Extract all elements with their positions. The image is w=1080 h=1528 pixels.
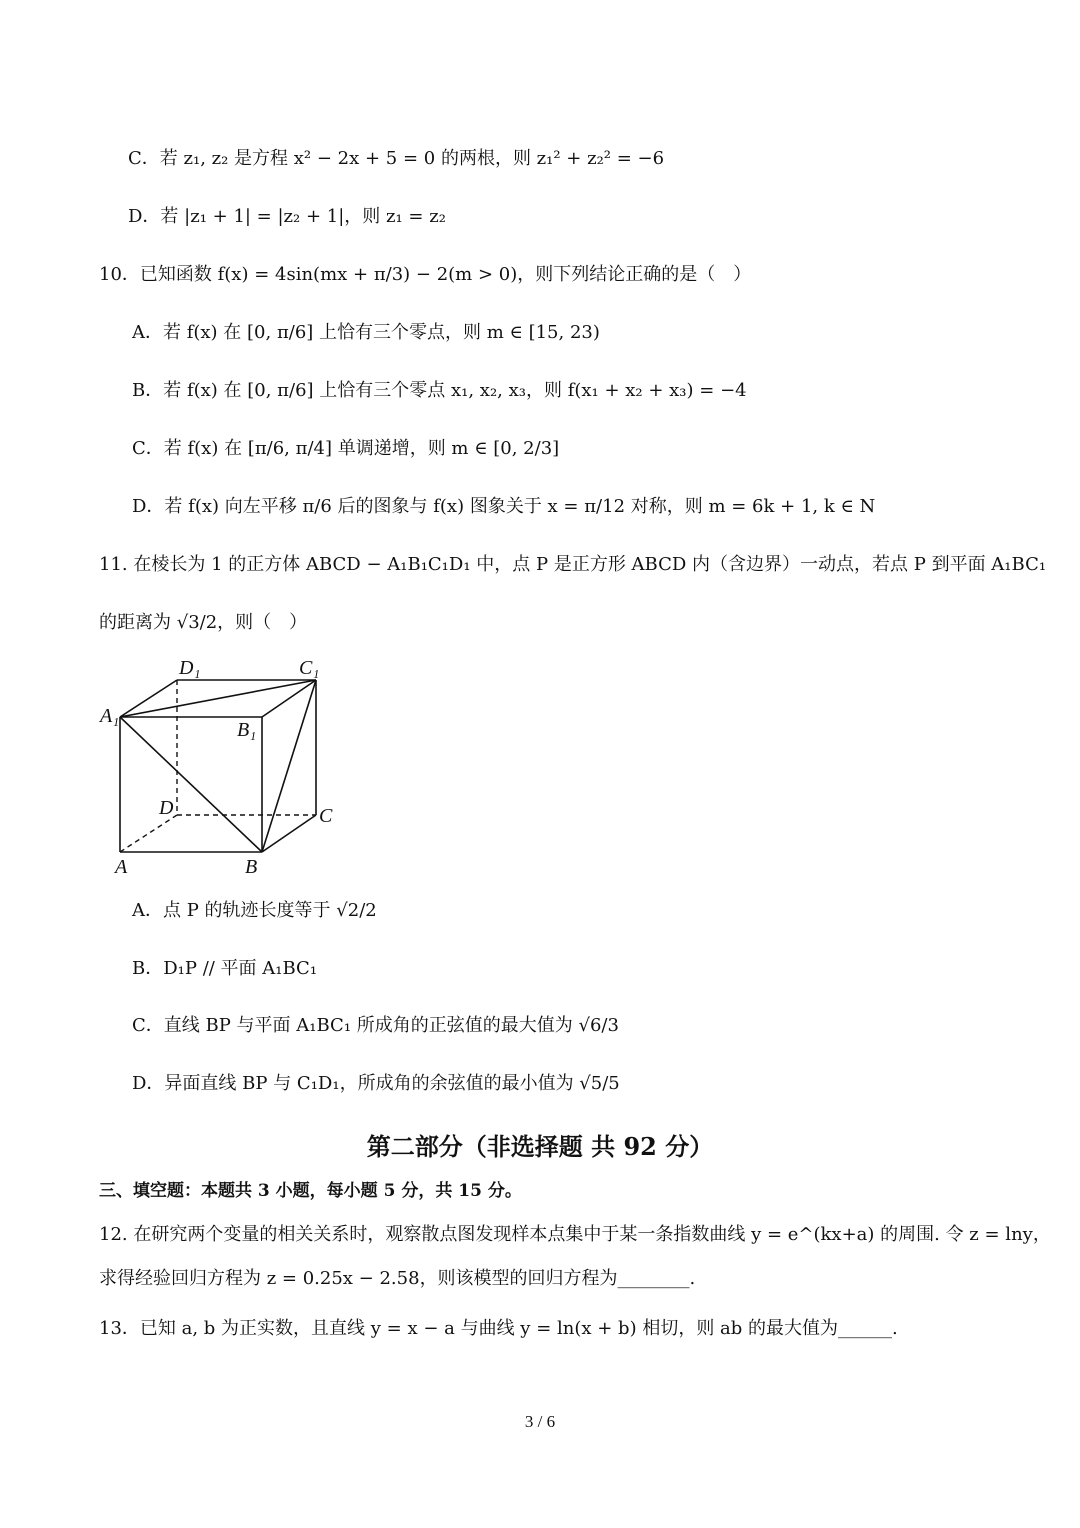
label-C1: C₁	[299, 657, 320, 679]
option-10c: C．若 f(x) 在 [π/6, π/4] 单调递增，则 m ∈ [0, 2/3]	[132, 438, 560, 459]
option-10d: D．若 f(x) 向左平移 π/6 后的图象与 f(x) 图象关于 x = π/12 对称，则 m = 6k + 1, k ∈ N	[132, 496, 876, 517]
label-D: D	[159, 797, 174, 819]
option-11d: D．异面直线 BP 与 C₁D₁，所成角的余弦值的最小值为 √5/5	[132, 1073, 620, 1094]
label-D1: D₁	[179, 657, 201, 679]
label-C: C	[319, 805, 333, 827]
part-3-heading: 三、填空题：本题共 3 小题，每小题 5 分，共 15 分。	[99, 1181, 522, 1201]
label-B: B	[245, 856, 258, 878]
question-13: 13．已知 a, b 为正实数，且直线 y = x − a 与曲线 y = ln(x + b) 相切，则 ab 的最大值为______.	[99, 1318, 898, 1339]
option-10a: A．若 f(x) 在 [0, π/6] 上恰有三个零点，则 m ∈ [15, 23)	[132, 322, 600, 343]
option-11c: C．直线 BP 与平面 A₁BC₁ 所成角的正弦值的最大值为 √6/3	[132, 1015, 619, 1036]
question-11-line1: 11. 在棱长为 1 的正方体 ABCD − A₁B₁C₁D₁ 中，点 P 是正方形 ABCD 内（含边界）一动点，若点 P 到平面 A₁BC₁	[99, 554, 1047, 575]
option-9c: C．若 z₁, z₂ 是方程 x² − 2x + 5 = 0 的两根，则 z₁² + z₂² = −6	[128, 148, 665, 169]
page-number: 3 / 6	[524, 1412, 556, 1431]
question-10: 10．已知函数 f(x) = 4sin(mx + π/3) − 2(m > 0)，则下列结论正确的是（ ）	[99, 264, 752, 285]
option-9d: D．若 |z₁ + 1| = |z₂ + 1|，则 z₁ = z₂	[128, 206, 446, 227]
option-11a: A．点 P 的轨迹长度等于 √2/2	[132, 900, 377, 921]
label-B1: B₁	[237, 719, 257, 741]
question-11-line2: 的距离为 √3/2，则（ ）	[99, 612, 308, 633]
cube-figure	[95, 652, 355, 882]
label-A1: A₁	[100, 705, 120, 727]
question-12-line2: 求得经验回归方程为 z = 0.25x − 2.58，则该模型的回归方程为________.	[99, 1268, 696, 1289]
option-10b: B．若 f(x) 在 [0, π/6] 上恰有三个零点 x₁, x₂, x₃，则 f(x₁ + x₂ + x₃) = −4	[132, 380, 747, 401]
section-title: 第二部分（非选择题 共 92 分）	[366, 1132, 714, 1161]
question-12-line1: 12. 在研究两个变量的相关关系时，观察散点图发现样本点集中于某一条指数曲线 y = e^(kx+a) 的周围. 令 z = lny，	[99, 1224, 1051, 1245]
option-11b: B．D₁P // 平面 A₁BC₁	[132, 958, 318, 979]
label-A: A	[115, 856, 128, 878]
